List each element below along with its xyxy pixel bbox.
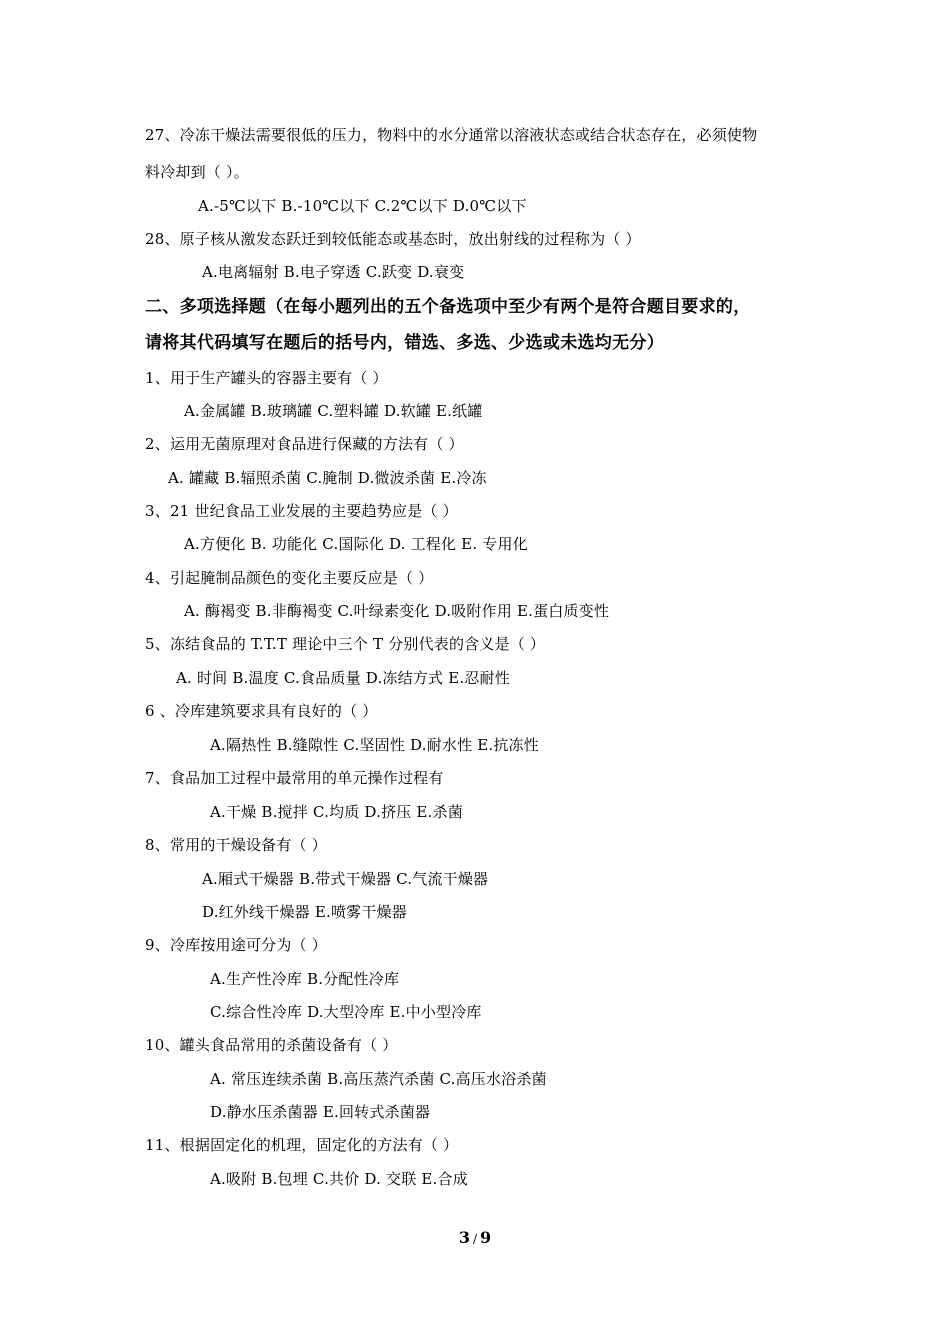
section-two-heading-line1: 二、多项选择题（在每小题列出的五个备选项中至少有两个是符合题目要求的， — [145, 297, 751, 317]
page-total: 9 — [480, 1228, 492, 1247]
page-number: 3 — [458, 1228, 470, 1247]
question-27-options: A.-5℃以下 B.-10℃以下 C.2℃以下 D.0℃以下 — [198, 197, 527, 215]
question-27-stem-line1: 27、冷冻干燥法需要很低的压力，物料中的水分通常以溶液状态或结合状态存在，必须使物 — [145, 126, 758, 144]
multi-question-9-stem: 9、冷库按用途可分为（ ） — [145, 936, 327, 954]
multi-question-11-options: A.吸附 B.包埋 C.共价 D. 交联 E.合成 — [210, 1170, 468, 1188]
page-separator: / — [472, 1232, 478, 1246]
section-two-heading-line2: 请将其代码填写在题后的括号内，错选、多选、少选或未选均无分） — [145, 333, 664, 353]
multi-question-2-options: A. 罐藏 B.辐照杀菌 C.腌制 D.微波杀菌 E.冷冻 — [168, 469, 487, 487]
question-27-stem-line2: 料冷却到（ ）。 — [145, 163, 249, 181]
multi-question-1-stem: 1、用于生产罐头的容器主要有（ ） — [145, 369, 388, 387]
multi-question-9-options-line1: A.生产性冷库 B.分配性冷库 — [210, 970, 400, 988]
multi-question-8-options-line1: A.厢式干燥器 B.带式干燥器 C.气流干燥器 — [202, 870, 489, 888]
multi-question-6-options: A.隔热性 B.缝隙性 C.坚固性 D.耐水性 E.抗冻性 — [210, 736, 539, 754]
multi-question-7-options: A.干燥 B.搅拌 C.均质 D.挤压 E.杀菌 — [210, 803, 463, 821]
multi-question-10-options-line1: A. 常压连续杀菌 B.高压蒸汽杀菌 C.高压水浴杀菌 — [210, 1070, 547, 1088]
multi-question-8-options-line2: D.红外线干燥器 E.喷雾干燥器 — [202, 903, 407, 921]
question-28-options: A.电离辐射 B.电子穿透 C.跃变 D.衰变 — [202, 263, 465, 281]
page-number-footer — [0, 1228, 950, 1249]
multi-question-3-options: A.方便化 B. 功能化 C.国际化 D. 工程化 E. 专用化 — [184, 535, 528, 553]
multi-question-5-options: A. 时间 B.温度 C.食品质量 D.冻结方式 E.忍耐性 — [176, 669, 510, 687]
multi-question-11-stem: 11、根据固定化的机理，固定化的方法有（ ） — [145, 1136, 459, 1154]
multi-question-6-stem: 6 、冷库建筑要求具有良好的（ ） — [145, 702, 378, 720]
multi-question-8-stem: 8、常用的干燥设备有（ ） — [145, 836, 327, 854]
multi-question-4-options: A. 酶褐变 B.非酶褐变 C.叶绿素变化 D.吸附作用 E.蛋白质变性 — [184, 602, 610, 620]
multi-question-4-stem: 4、引起腌制品颜色的变化主要反应是（ ） — [145, 569, 434, 587]
multi-question-5-stem: 5、冻结食品的 T.T.T 理论中三个 T 分别代表的含义是（ ） — [145, 635, 546, 653]
question-28-stem: 28、原子核从激发态跃迁到较低能态或基态时，放出射线的过程称为（ ） — [145, 230, 641, 248]
multi-question-3-stem: 3、21 世纪食品工业发展的主要趋势应是（ ） — [145, 502, 458, 520]
multi-question-2-stem: 2、运用无菌原理对食品进行保藏的方法有（ ） — [145, 435, 464, 453]
multi-question-10-options-line2: D.静水压杀菌器 E.回转式杀菌器 — [210, 1103, 431, 1121]
multi-question-9-options-line2: C.综合性冷库 D.大型冷库 E.中小型冷库 — [210, 1003, 482, 1021]
multi-question-10-stem: 10、罐头食品常用的杀菌设备有（ ） — [145, 1036, 398, 1054]
multi-question-1-options: A.金属罐 B.玻璃罐 C.塑料罐 D.软罐 E.纸罐 — [184, 402, 483, 420]
multi-question-7-stem: 7、食品加工过程中最常用的单元操作过程有 — [145, 769, 444, 787]
